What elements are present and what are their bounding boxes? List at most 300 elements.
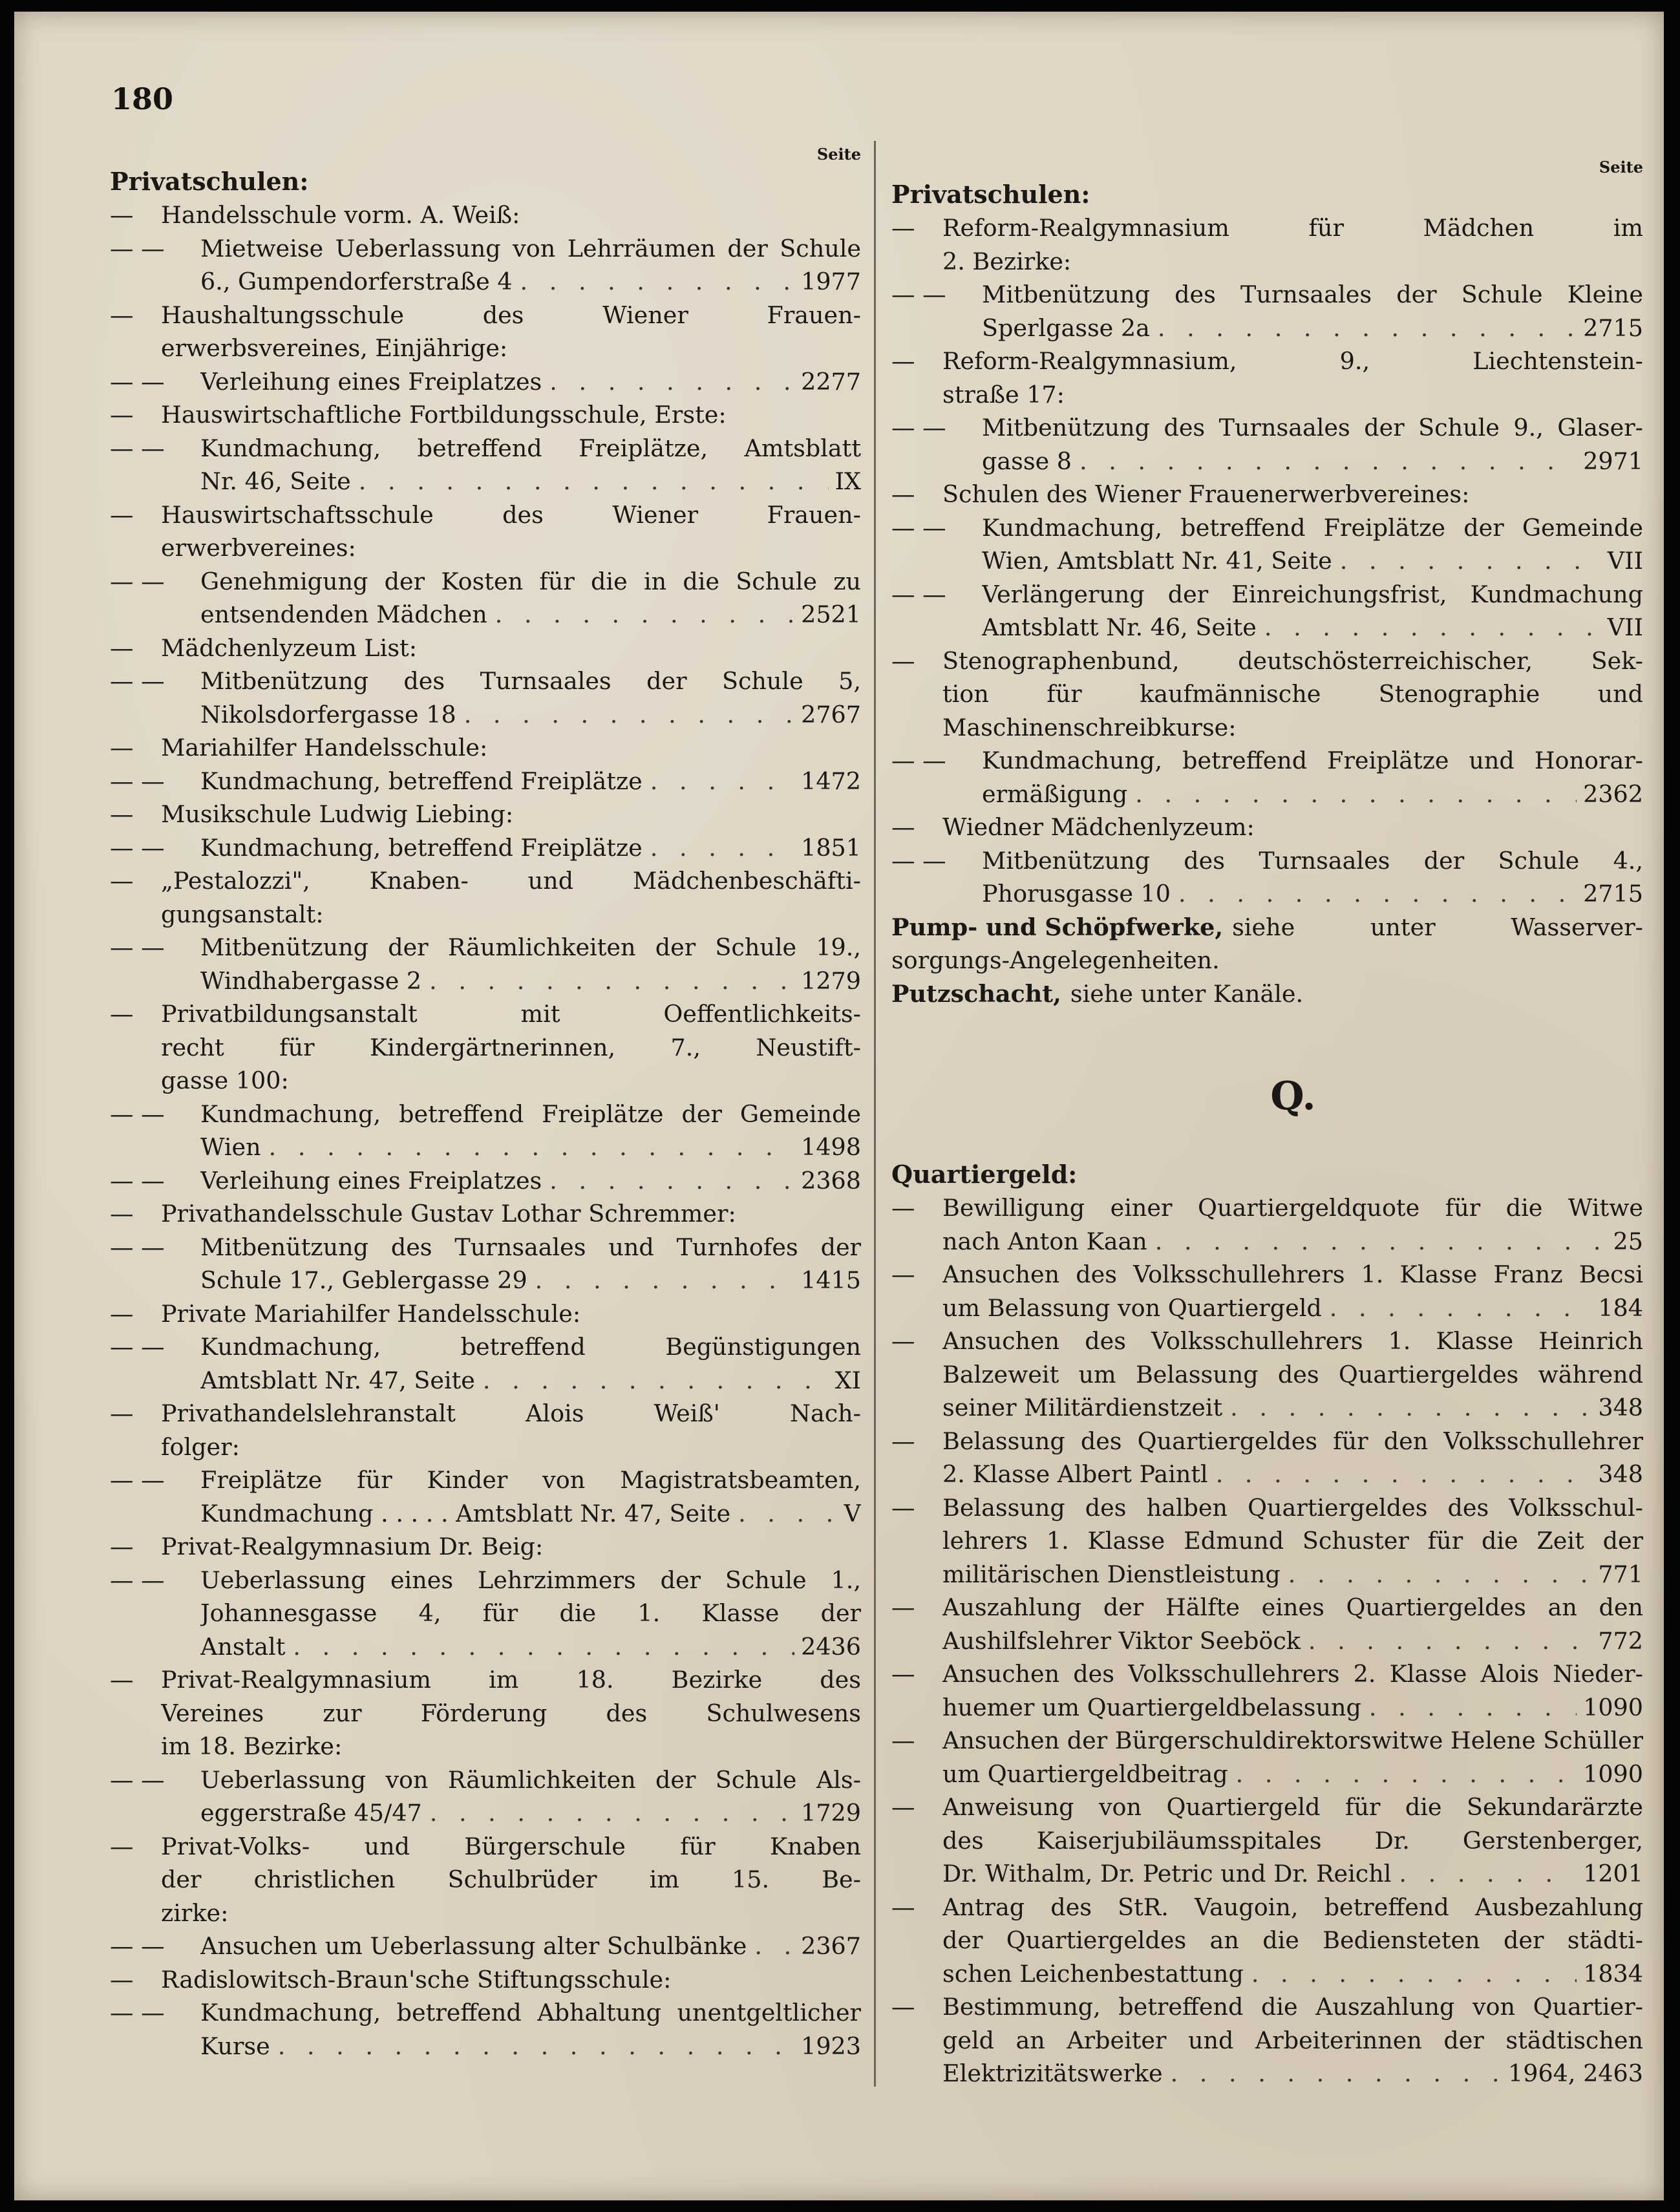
entry-text-line: Ansuchen um Ueberlassung alter Schulbänke xyxy=(200,1932,747,1960)
index-entry xyxy=(110,1463,861,1530)
entry-text-line: recht für Kindergärtnerinnen, 7., Neustift- xyxy=(161,1033,861,1061)
entry-text-line: huemer um Quartiergeldbelassung xyxy=(942,1693,1361,1721)
page-reference: 348 xyxy=(1598,1394,1643,1421)
page-reference: 1851 xyxy=(801,833,861,862)
dot-leader xyxy=(747,1930,794,1963)
entry-text-line: Ansuchen der Bürgerschuldirektorswitwe Helene Schüller xyxy=(942,1727,1643,1754)
entry-dash: — — xyxy=(891,846,946,875)
entry-text-line: Nr. 46, Seite xyxy=(200,467,351,495)
page-reference: 1415 xyxy=(801,1266,861,1294)
entry-dash: — — xyxy=(110,1233,165,1261)
page-reference: 772 xyxy=(1598,1626,1643,1655)
entry-text-line: Kundmachung . . . . . Amtsblatt Nr. 47, Seite xyxy=(200,1499,731,1527)
left-entry-list xyxy=(110,198,861,2063)
dot-leader xyxy=(487,598,794,632)
index-entry xyxy=(110,1930,861,1963)
entry-text-line: Anstalt xyxy=(200,1632,286,1661)
index-entry xyxy=(110,864,861,931)
entry-text-line: um Quartiergeldbeitrag xyxy=(942,1760,1228,1788)
dot-leader xyxy=(1147,1225,1607,1259)
entry-text-line: Mitbenützung der Räumlichkeiten der Schule 19., xyxy=(200,933,861,961)
entry-text-line: 2. Bezirke: xyxy=(942,247,1072,275)
entry-text-line: Ansuchen des Volksschullehrers 2. Klasse Alois Nieder- xyxy=(942,1660,1643,1688)
entry-text-line: gasse 100: xyxy=(161,1067,289,1094)
entry-dash: — xyxy=(891,214,915,242)
index-entry xyxy=(110,1763,861,1830)
page-reference: 771 xyxy=(1598,1560,1643,1588)
entry-text-line: 2. Klasse Albert Paintl xyxy=(942,1460,1208,1488)
page-reference: 1977 xyxy=(801,268,861,295)
entry-dash: — — xyxy=(110,833,165,862)
entry-text-line: Kundmachung, betreffend Abhaltung unentgeltlicher xyxy=(200,1999,861,2026)
entry-text-line: Nikolsdorfergasse 18 xyxy=(200,700,456,728)
index-entry xyxy=(891,478,1643,511)
index-entry xyxy=(891,744,1643,811)
dot-leader xyxy=(1257,611,1601,644)
entry-dash: — xyxy=(110,500,134,529)
page-reference: 2277 xyxy=(801,367,861,396)
entry-text-line: entsendenden Mädchen xyxy=(200,601,487,628)
entry-text-line: straße 17: xyxy=(942,380,1065,409)
entry-dash: — xyxy=(110,1399,134,1427)
index-entry xyxy=(891,1657,1643,1724)
entry-dash: — — xyxy=(891,281,946,308)
entry-dash: — xyxy=(891,1427,915,1455)
entry-text-line: „Pestalozzi", Knaben- und Mädchenbeschäfti- xyxy=(161,867,861,895)
dot-leader xyxy=(422,1796,794,1830)
entry-dash: — — xyxy=(110,367,165,396)
entry-dash: — xyxy=(110,1000,134,1028)
entry-dash: — xyxy=(110,734,134,761)
index-entry xyxy=(110,1663,861,1763)
entry-text-line: Handelsschule vorm. A. Weiß: xyxy=(161,201,520,229)
entry-dash: — xyxy=(891,1327,915,1355)
entry-text-line: Verleihung eines Freiplatzes xyxy=(200,367,542,396)
index-entry xyxy=(891,278,1643,345)
entry-text-line: Privat-Realgymnasium Dr. Beig: xyxy=(161,1533,544,1560)
entry-dash: — xyxy=(891,1893,915,1921)
index-entry xyxy=(110,432,861,498)
entry-text-line: folger: xyxy=(161,1432,240,1461)
entry-text-line: Reform-Realgymnasium für Mädchen im xyxy=(942,214,1643,242)
dot-leader xyxy=(643,765,794,798)
entry-text-line: geld an Arbeiter und Arbeiterinnen der städtischen xyxy=(942,2026,1643,2054)
index-entry xyxy=(110,1197,861,1231)
entry-text-line: Mitbenützung des Turnsaales der Schule 9., Glaser- xyxy=(982,414,1643,441)
index-entry xyxy=(110,365,861,399)
page-reference: 184 xyxy=(1598,1293,1643,1322)
entry-dash: — xyxy=(110,401,134,429)
entry-text-line: Hauswirtschaftliche Fortbildungsschule, Erste: xyxy=(161,401,727,429)
index-entry xyxy=(110,731,861,765)
entry-text-line: Amtsblatt Nr. 47, Seite xyxy=(200,1366,475,1394)
entry-dash: — — xyxy=(891,580,946,608)
index-entry xyxy=(110,1397,861,1463)
entry-text-line: Haushaltungsschule des Wiener Frauen- xyxy=(161,301,861,329)
section-title: Quartiergeld: xyxy=(891,1160,1078,1189)
page-reference: 2521 xyxy=(801,601,861,628)
entry-text-line: 6., Gumpendorferstraße 4 xyxy=(200,268,513,295)
entry-text-line: erwerbvereines: xyxy=(161,534,356,562)
entry-text-line: Ueberlassung eines Lehrzimmers der Schule 1., xyxy=(200,1566,861,1594)
entry-text-line: Belassung des Quartiergeldes für den Volksschullehrer xyxy=(942,1427,1643,1455)
entry-text-line: Sperlgasse 2a xyxy=(982,314,1150,342)
entry-text-line: Genehmigung der Kosten für die in die Schule zu xyxy=(200,567,861,595)
entry-dash: — xyxy=(891,646,915,675)
cross-reference-line xyxy=(891,911,1643,944)
entry-dash: — xyxy=(891,347,915,375)
index-entry xyxy=(891,1491,1643,1591)
entry-text-line: Kundmachung, betreffend Freiplätze und Honorar- xyxy=(982,747,1643,774)
entry-dash: — xyxy=(891,1660,915,1688)
page-reference: 25 xyxy=(1613,1227,1643,1255)
entry-text-line: der Quartiergeldes an die Bediensteten der städti- xyxy=(942,1926,1643,1954)
index-entry xyxy=(110,1830,861,1930)
index-entry xyxy=(110,765,861,798)
entry-text-line: Schulen des Wiener Frauenerwerbvereines: xyxy=(942,480,1470,508)
cross-reference-text: siehe unter Kanäle. xyxy=(1070,979,1304,1008)
entry-dash: — xyxy=(891,1260,915,1288)
entry-dash: — xyxy=(110,301,134,329)
index-entry xyxy=(891,811,1643,844)
entry-text-line: Johannesgasse 4, für die 1. Klasse der xyxy=(200,1599,861,1627)
index-entry xyxy=(891,211,1643,278)
page-reference: 2368 xyxy=(801,1166,861,1195)
entry-text-line: Dr. Withalm, Dr. Petric und Dr. Reichl xyxy=(942,1860,1392,1888)
entry-text-line: Bestimmung, betreffend die Auszahlung von Quartier- xyxy=(942,1993,1643,2021)
entry-text-line: Ansuchen des Volksschullehrers 1. Klasse Heinrich xyxy=(942,1327,1643,1355)
index-entry xyxy=(110,1231,861,1297)
entry-text-line: Radislowitsch-Braun'sche Stiftungsschule: xyxy=(161,1965,672,1994)
entry-text-line: Privathandelsschule Gustav Lothar Schremmer: xyxy=(161,1200,736,1228)
entry-text-line: im 18. Bezirke: xyxy=(161,1732,343,1760)
entry-text-line: erwerbsvereines, Einjährige: xyxy=(161,334,508,362)
entry-text-line: Wien xyxy=(200,1133,261,1161)
entry-text-line: Reform-Realgymnasium, 9., Liechtenstein- xyxy=(942,347,1643,375)
cross-reference-list xyxy=(891,911,1643,1011)
page-reference: 2436 xyxy=(801,1632,861,1661)
dot-leader xyxy=(643,831,794,865)
cross-reference-text: sorgungs-Angelegenheiten. xyxy=(891,946,1220,974)
entry-dash: — xyxy=(110,800,134,828)
index-entry xyxy=(891,1591,1643,1657)
entry-text-line: Aushilfslehrer Viktor Seeböck xyxy=(942,1626,1301,1655)
index-entry xyxy=(891,411,1643,478)
page-reference: 2367 xyxy=(801,1932,861,1960)
dot-leader xyxy=(1391,1857,1577,1891)
entry-text-line: Freiplätze für Kinder von Magistratsbeamten, xyxy=(200,1466,861,1494)
entry-text-line: Mitbenützung des Turnsaales der Schule 4., xyxy=(982,846,1643,875)
entry-text-line: Privatbildungsanstalt mit Oeffentlichkeits- xyxy=(161,1000,861,1028)
entry-text-line: Mitbenützung des Turnsaales der Schule 5, xyxy=(200,667,861,695)
entry-dash: — xyxy=(891,1793,915,1821)
entry-text-line: Ansuchen des Volksschullehrers 1. Klasse Franz Becsi xyxy=(942,1260,1643,1288)
entry-text-line: Kundmachung, betreffend Freiplätze xyxy=(200,767,643,795)
entry-dash: — xyxy=(110,1299,134,1328)
entry-dash: — — xyxy=(110,767,165,795)
right-entry-list xyxy=(891,211,1643,911)
dot-leader xyxy=(351,465,829,498)
index-entry xyxy=(891,1258,1643,1324)
index-entry xyxy=(110,232,861,299)
entry-text-line: Musikschule Ludwig Liebing: xyxy=(161,800,514,828)
page-reference: 2971 xyxy=(1583,447,1643,475)
entry-text-line: um Belassung von Quartiergeld xyxy=(942,1293,1322,1322)
index-entry xyxy=(891,578,1643,644)
page-reference: 1834 xyxy=(1583,1959,1643,1988)
dot-leader xyxy=(475,1364,829,1398)
index-entry xyxy=(891,511,1643,578)
index-entry xyxy=(110,665,861,731)
entry-text-line: Private Mariahilfer Handelsschule: xyxy=(161,1299,581,1328)
entry-text-line: gasse 8 xyxy=(982,447,1072,475)
dot-leader xyxy=(1072,445,1577,478)
entry-text-line: Kundmachung, betreffend Freiplätze xyxy=(200,833,643,862)
index-entry xyxy=(110,798,861,831)
left-column xyxy=(110,144,861,2063)
dot-leader xyxy=(1301,1624,1591,1658)
page-reference: 1472 xyxy=(801,767,861,795)
index-entry xyxy=(110,565,861,632)
entry-text-line: Kurse xyxy=(200,2032,270,2060)
cross-reference-head: Putzschacht, xyxy=(891,979,1061,1008)
entry-text-line: der christlichen Schulbrüder im 15. Be- xyxy=(161,1866,861,1893)
entry-text-line: Mädchenlyzeum List: xyxy=(161,633,418,662)
dot-leader xyxy=(270,2030,794,2063)
dot-leader xyxy=(730,1497,838,1531)
dot-leader xyxy=(285,1630,794,1664)
entry-text-line: Kundmachung, betreffend Freiplätze der Gemeinde xyxy=(200,1100,861,1128)
entry-dash: — — xyxy=(110,1100,165,1128)
entry-text-line: Hauswirtschaftsschule des Wiener Frauen- xyxy=(161,500,861,529)
entry-text-line: Mitbenützung des Turnsaales der Schule Kleine xyxy=(982,281,1643,308)
page-reference: 1090 xyxy=(1583,1693,1643,1721)
entry-dash: — — xyxy=(110,1999,165,2026)
entry-text-line: Privathandelslehranstalt Alois Weiß' Nach- xyxy=(161,1399,861,1427)
entry-dash: — xyxy=(110,1965,134,1994)
index-entry xyxy=(891,1324,1643,1425)
index-entry xyxy=(110,831,861,865)
entry-text-line: seiner Militärdienstzeit xyxy=(942,1394,1223,1421)
index-entry xyxy=(891,1791,1643,1891)
entry-text-line: Belassung des halben Quartiergeldes des Volksschul- xyxy=(942,1493,1643,1522)
page-number: 180 xyxy=(111,81,174,116)
entry-dash: — xyxy=(891,1593,915,1621)
dot-leader xyxy=(456,698,794,732)
page-reference: 1279 xyxy=(801,966,861,995)
entry-text-line: Balzeweit um Belassung des Quartiergeldes während xyxy=(942,1360,1643,1388)
section-letter: Q. xyxy=(1270,1074,1316,1119)
page-reference: 2362 xyxy=(1583,780,1643,808)
entry-text-line: tion für kaufmännische Stenographie und xyxy=(942,680,1643,708)
dot-leader xyxy=(1244,1957,1577,1991)
entry-dash: — xyxy=(110,1666,134,1694)
dot-leader xyxy=(1281,1558,1592,1591)
entry-text-line: eggerstraße 45/47 xyxy=(200,1799,422,1827)
page-reference: 348 xyxy=(1598,1460,1643,1488)
entry-text-line: des Kaiserjubiläumsspitales Dr. Gerstenberger, xyxy=(942,1826,1643,1855)
page-reference: 2767 xyxy=(801,700,861,728)
index-entry xyxy=(110,1530,861,1564)
page-reference: 2715 xyxy=(1583,314,1643,342)
page-reference: 1923 xyxy=(801,2032,861,2060)
dot-leader xyxy=(1208,1458,1592,1491)
entry-text-line: Mietweise Ueberlassung von Lehrräumen der Schule xyxy=(200,234,861,262)
section-title: Privatschulen: xyxy=(891,180,1090,209)
dot-leader xyxy=(513,265,795,299)
entry-text-line: Privat-Volks- und Bürgerschule für Knaben xyxy=(161,1832,861,1860)
entry-text-line: Windhabergasse 2 xyxy=(200,966,422,995)
dot-leader xyxy=(1150,312,1577,345)
page-reference: 1964, 2463 xyxy=(1508,2059,1643,2087)
dot-leader xyxy=(1222,1391,1591,1425)
entry-text-line: Auszahlung der Hälfte eines Quartiergeldes an den xyxy=(942,1593,1643,1621)
entry-text-line: Kundmachung, betreffend Begünstigungen xyxy=(200,1333,861,1361)
index-entry xyxy=(891,1891,1643,1991)
dot-leader xyxy=(1228,1758,1577,1791)
entry-dash: — xyxy=(891,480,915,508)
dot-leader xyxy=(1127,778,1577,811)
entry-text-line: Mariahilfer Handelsschule: xyxy=(161,734,488,761)
entry-dash: — xyxy=(110,633,134,662)
dot-leader xyxy=(1361,1691,1577,1725)
page-reference: VII xyxy=(1607,547,1643,575)
entry-text-line: militärischen Dienstleistung xyxy=(942,1560,1281,1588)
page-reference: 1090 xyxy=(1583,1760,1643,1788)
entry-text-line: Kundmachung, betreffend Freiplätze, Amtsblatt xyxy=(200,434,861,462)
entry-dash: — — xyxy=(891,414,946,441)
entry-text-line: Wien, Amtsblatt Nr. 41, Seite xyxy=(982,547,1332,575)
entry-dash: — — xyxy=(110,933,165,961)
index-entry xyxy=(110,299,861,365)
entry-text-line: Mitbenützung des Turnsaales und Turnhofes der xyxy=(200,1233,861,1261)
entry-text-line: zirke: xyxy=(161,1898,229,1927)
right-column xyxy=(891,157,1643,2090)
entry-dash: — xyxy=(891,1727,915,1754)
index-entry xyxy=(891,1990,1643,2090)
entry-text-line: Verlängerung der Einreichungsfrist, Kundmachung xyxy=(982,580,1643,608)
dot-leader xyxy=(527,1264,794,1297)
index-entry xyxy=(110,498,861,565)
index-entry xyxy=(110,1297,861,1331)
entry-dash: — — xyxy=(110,434,165,462)
entry-text-line: Vereines zur Förderung des Schulwesens xyxy=(161,1699,861,1727)
entry-dash: — xyxy=(891,1194,915,1222)
dot-leader xyxy=(261,1131,794,1164)
entry-text-line: Anweisung von Quartiergeld für die Sekundarärzte xyxy=(942,1793,1643,1821)
entry-text-line: Maschinenschreibkurse: xyxy=(942,713,1237,741)
entry-text-line: Verleihung eines Freiplatzes xyxy=(200,1166,542,1195)
entry-text-line: Elektrizitätswerke xyxy=(942,2059,1163,2087)
dot-leader xyxy=(1163,2057,1502,2090)
entry-dash: — — xyxy=(110,1333,165,1361)
cross-reference-head: Pump- und Schöpfwerke, xyxy=(891,913,1224,941)
page-reference: 1498 xyxy=(801,1133,861,1161)
entry-dash: — xyxy=(891,813,915,841)
entry-text-line: Amtsblatt Nr. 46, Seite xyxy=(982,613,1257,641)
entry-dash: — xyxy=(110,1832,134,1860)
page-reference: 1729 xyxy=(801,1799,861,1827)
index-entry xyxy=(110,931,861,997)
entry-text-line: ermäßigung xyxy=(982,780,1128,808)
entry-text-line: Schule 17., Geblergasse 29 xyxy=(200,1266,527,1294)
entry-dash: — xyxy=(110,1200,134,1228)
page-reference: IX xyxy=(835,467,861,495)
index-entry xyxy=(891,345,1643,411)
index-entry xyxy=(110,198,861,232)
cross-reference-line xyxy=(891,944,1643,977)
entry-dash: — — xyxy=(110,567,165,595)
index-entry xyxy=(110,997,861,1098)
entry-text-line: Kundmachung, betreffend Freiplätze der Gemeinde xyxy=(982,513,1643,542)
entry-text-line: schen Leichenbestattung xyxy=(942,1959,1244,1988)
dot-leader xyxy=(1171,877,1577,911)
index-entry xyxy=(110,1330,861,1397)
dot-leader xyxy=(1322,1292,1592,1325)
index-entry xyxy=(891,1724,1643,1791)
entry-text-line: Privat-Realgymnasium im 18. Bezirke des xyxy=(161,1666,861,1694)
index-entry xyxy=(891,1425,1643,1491)
dot-leader xyxy=(542,1164,794,1198)
entry-dash: — — xyxy=(110,1566,165,1594)
entry-text-line: Bewilligung einer Quartiergeldquote für die Witwe xyxy=(942,1194,1643,1222)
index-entry xyxy=(110,398,861,432)
index-entry xyxy=(891,1191,1643,1258)
index-entry xyxy=(110,632,861,665)
entry-dash: — — xyxy=(110,1466,165,1494)
index-entry xyxy=(110,1164,861,1198)
entry-text-line: Wiedner Mädchenlyzeum: xyxy=(942,813,1255,841)
entry-text-line: lehrers 1. Klasse Edmund Schuster für die Zeit der xyxy=(942,1527,1643,1555)
page-reference: V xyxy=(844,1499,861,1527)
page-reference: XI xyxy=(835,1366,861,1394)
index-entry xyxy=(891,644,1643,745)
entry-dash: — xyxy=(891,1493,915,1522)
page-sheet xyxy=(14,12,1664,2200)
page-reference: 2715 xyxy=(1583,880,1643,908)
cross-reference-text: siehe unter Wasserver- xyxy=(1232,913,1643,941)
index-entry xyxy=(891,844,1643,911)
cross-reference-line xyxy=(891,977,1643,1011)
quartiergeld-entry-list xyxy=(891,1191,1643,2090)
dot-leader xyxy=(1332,544,1601,578)
column-divider xyxy=(874,141,876,2087)
index-entry xyxy=(110,1963,861,1997)
dot-leader xyxy=(421,964,794,998)
page-reference: VII xyxy=(1607,613,1643,641)
dot-leader xyxy=(542,365,794,399)
entry-text-line: nach Anton Kaan xyxy=(942,1227,1147,1255)
entry-text-line: Phorusgasse 10 xyxy=(982,880,1171,908)
entry-dash: — — xyxy=(110,667,165,695)
index-entry xyxy=(110,1098,861,1164)
column-header-seite: Seite xyxy=(1599,158,1643,176)
entry-dash: — — xyxy=(110,234,165,262)
entry-text-line: Ueberlassung von Räumlichkeiten der Schule Als- xyxy=(200,1765,861,1794)
section-title: Privatschulen: xyxy=(110,167,309,196)
entry-dash: — xyxy=(110,1533,134,1560)
index-entry xyxy=(110,1996,861,2063)
entry-dash: — xyxy=(110,867,134,895)
index-entry xyxy=(110,1564,861,1664)
entry-text-line: Antrag des StR. Vaugoin, betreffend Ausbezahlung xyxy=(942,1893,1643,1921)
entry-dash: — — xyxy=(110,1765,165,1794)
entry-dash: — — xyxy=(891,747,946,774)
entry-dash: — xyxy=(110,201,134,229)
entry-text-line: gungsanstalt: xyxy=(161,900,324,928)
entry-dash: — xyxy=(891,1993,915,2021)
entry-dash: — — xyxy=(110,1932,165,1960)
